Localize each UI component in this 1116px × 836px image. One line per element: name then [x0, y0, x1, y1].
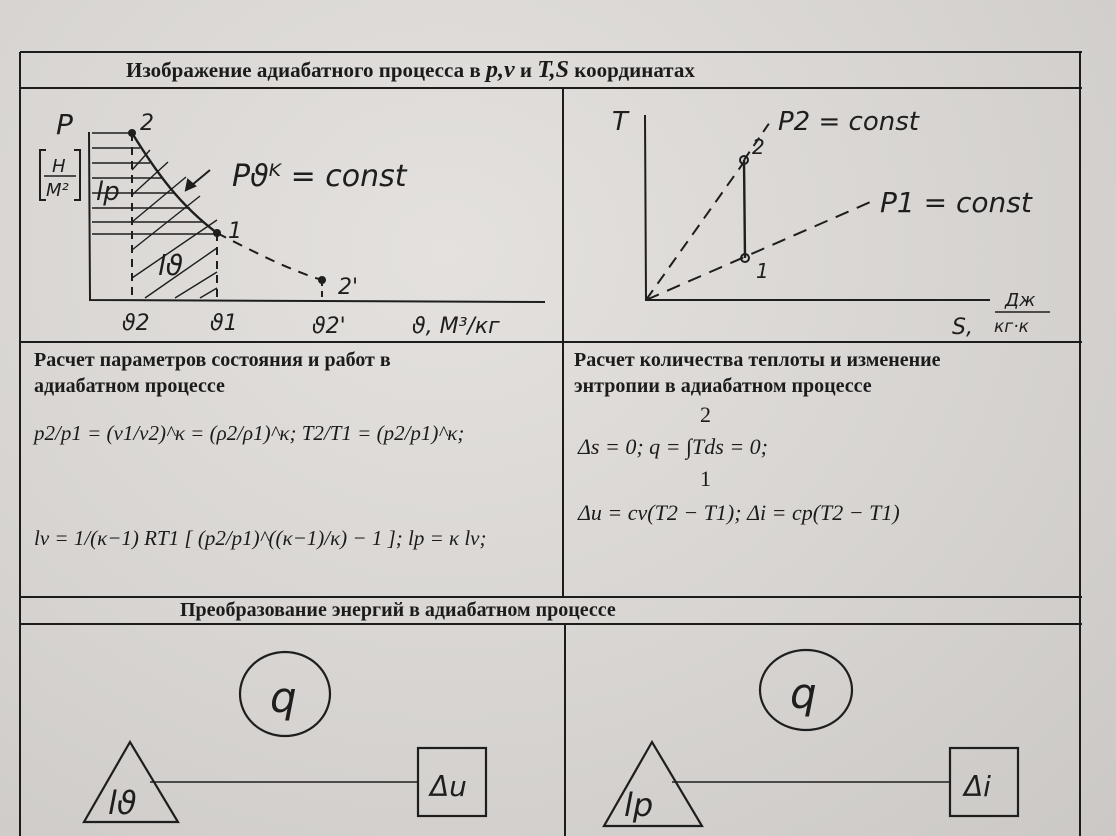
- pv-x-tick-v1: ϑ1: [210, 311, 238, 336]
- right-box-label: Δi: [964, 770, 991, 803]
- pv-point-2: 2: [140, 111, 154, 136]
- pv-formula: Pϑᴷ = const: [232, 159, 407, 194]
- pv-x-tick-v2: ϑ2: [122, 311, 150, 336]
- calc-left-eq2: lv = 1/(κ−1) RT1 [ (p2/p1)^((κ−1)/κ) − 1 ]; lp = κ lv;: [34, 526, 487, 550]
- section-title-energy: Преобразование энергий в адиабатном процессе: [180, 599, 616, 621]
- section-title-diagrams: Изображение адиабатного процесса в p,v и T,S координатах: [126, 57, 695, 83]
- calc-right-heading: Расчет количества теплоты и изменение энтропии в адиабатном процессе: [574, 349, 941, 397]
- left-triangle-label: lϑ: [108, 784, 137, 822]
- pv-area-lv: lϑ: [158, 249, 184, 282]
- pv-area-lp: lp: [96, 177, 120, 207]
- left-box-label: Δu: [430, 770, 467, 803]
- calc-left-eq1: p2/p1 = (v1/v2)^κ = (ρ2/ρ1)^κ; T2/T1 = (p2/p1)^κ;: [34, 421, 465, 445]
- pv-y-unit-top: H: [52, 156, 66, 177]
- ts-unit-top: Дж: [1005, 290, 1036, 311]
- calc-right-eq2: Δu = cv(T2 − T1); Δi = cp(T2 − T1): [578, 500, 900, 525]
- pv-y-axis-label: P: [56, 108, 73, 141]
- calc-left-heading: Расчет параметров состояния и работ в адиабатном процессе: [34, 349, 391, 397]
- left-circle-label: q: [270, 673, 297, 722]
- ts-y-axis-label: T: [612, 107, 628, 137]
- ts-point-2: 2: [752, 135, 765, 159]
- ts-x-axis-label: S,: [952, 315, 973, 340]
- right-triangle-label: lp: [624, 786, 654, 824]
- pv-x-axis-label: ϑ, M³/кг: [412, 314, 500, 339]
- pv-point-2prime: 2': [338, 275, 359, 300]
- pv-y-unit-bottom: M²: [46, 180, 69, 201]
- calc-right-upper-limit: 2: [700, 402, 711, 427]
- pv-point-1: 1: [228, 219, 242, 244]
- ts-unit-bottom: кг·к: [994, 317, 1029, 337]
- ts-p2-label: P2 = const: [778, 107, 919, 137]
- ts-point-1: 1: [756, 259, 769, 283]
- ts-p1-label: P1 = const: [880, 186, 1032, 219]
- pv-x-tick-v2p: ϑ2': [312, 314, 346, 339]
- right-circle-label: q: [790, 669, 817, 718]
- calc-right-lower-limit: 1: [700, 466, 711, 491]
- calc-right-eq1: Δs = 0; q = ∫Tds = 0;: [578, 434, 768, 459]
